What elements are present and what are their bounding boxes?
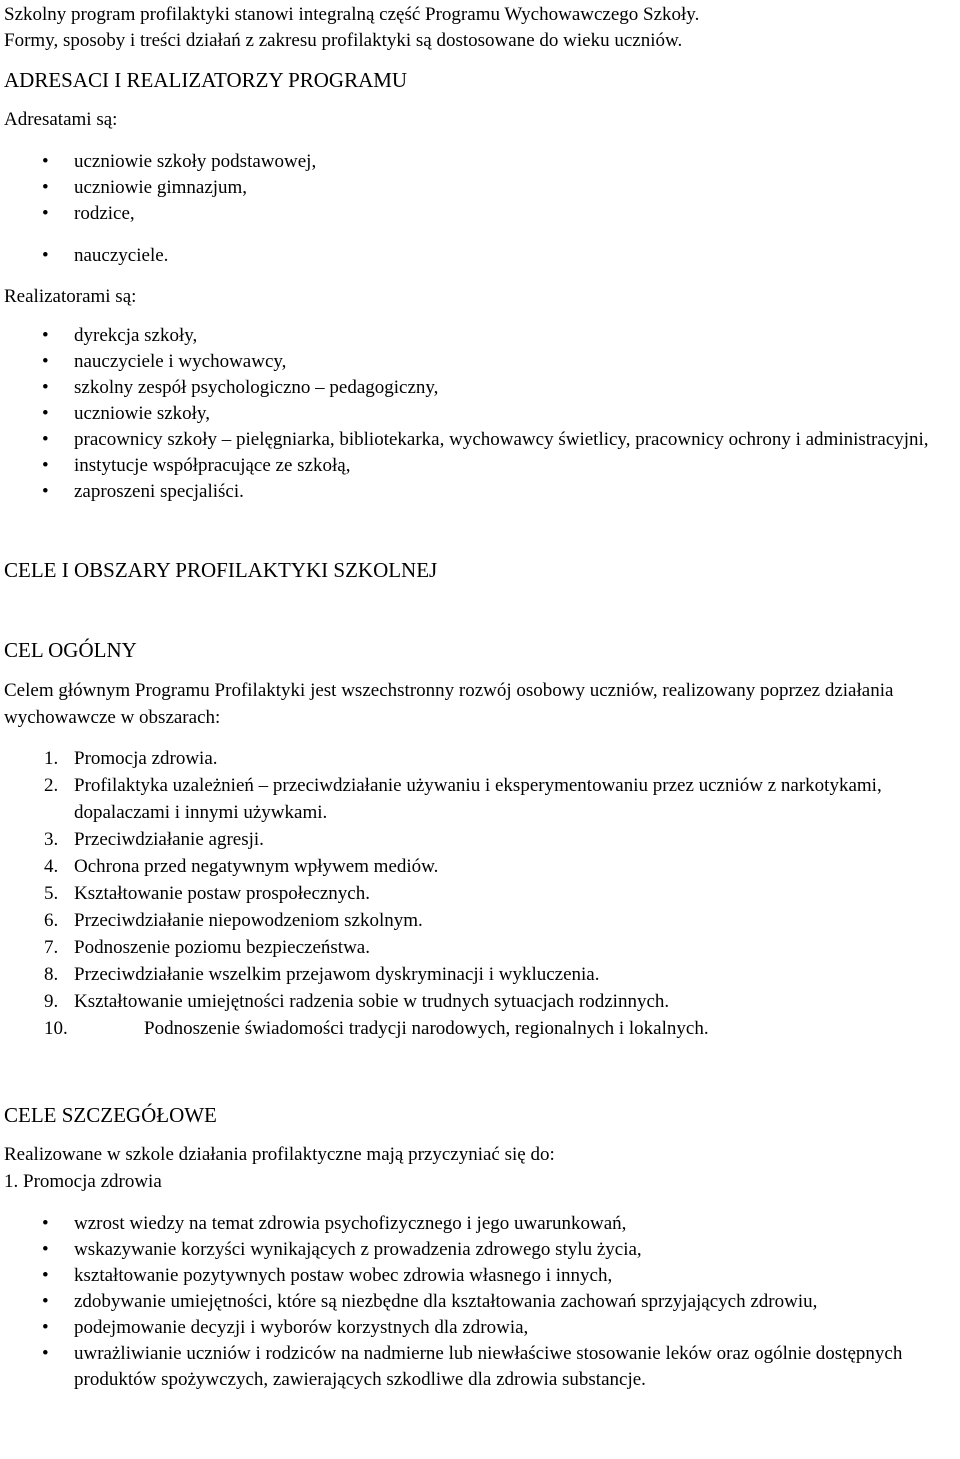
list-item: • uczniowie szkoły, <box>0 401 955 427</box>
list-item: • kształtowanie pozytywnych postaw wobec zdrowia własnego i innych, <box>0 1263 955 1289</box>
list-item: • uczniowie szkoły podstawowej, <box>0 149 955 175</box>
bullet-icon: • <box>42 151 49 172</box>
list-item: • instytucje współpracujące ze szkołą, <box>0 453 955 479</box>
health-promotion-list <box>0 1211 955 1393</box>
bullet-icon: • <box>42 1239 49 1260</box>
list-item: 3. Przeciwdziałanie agresji. <box>44 829 264 850</box>
section-heading-recipients: ADRESACI I REALIZATORZY PROGRAMU <box>4 68 408 92</box>
list-item: 4. Ochrona przed negatywnym wpływem mediów. <box>44 856 439 877</box>
specific-goals-subheading: 1. Promocja zdrowia <box>4 1171 162 1192</box>
intro-line-2: Formy, sposoby i treści działań z zakresu profilaktyki są dostosowane do wieku uczniów. <box>4 30 683 51</box>
list-item: • nauczyciele i wychowawcy, <box>0 349 955 375</box>
list-item: • zaproszeni specjaliści. <box>0 479 955 505</box>
goal-areas-list <box>0 745 955 1042</box>
bullet-icon: • <box>42 1291 49 1312</box>
intro-paragraph <box>4 2 954 54</box>
bullet-icon: • <box>42 481 49 502</box>
specific-goals-intro: Realizowane w szkole działania profilaktyczne mają przyczyniać się do: <box>4 1144 555 1165</box>
bullet-icon: • <box>42 1213 49 1234</box>
list-item: 9. Kształtowanie umiejętności radzenia sobie w trudnych sytuacjach rodzinnych. <box>44 991 670 1012</box>
list-item: • dyrekcja szkoły, <box>0 323 955 349</box>
general-goal-heading: CEL OGÓLNY <box>4 638 137 662</box>
list-item: • wzrost wiedzy na temat zdrowia psychofizycznego i jego uwarunkowań, <box>0 1211 955 1237</box>
specific-goals-heading: CELE SZCZEGÓŁOWE <box>4 1103 217 1127</box>
list-item: • szkolny zespół psychologiczno – pedagogiczny, <box>0 375 955 401</box>
bullet-icon: • <box>42 1343 49 1364</box>
list-item: 2. Profilaktyka uzależnień – przeciwdziałanie używaniu i eksperymentowaniu przez uczniów z narkotykami, dopalaczami i innymi używkami. <box>44 775 882 823</box>
bullet-icon: • <box>42 455 49 476</box>
list-item: • rodzice, <box>0 201 955 227</box>
list-item: • pracownicy szkoły – pielęgniarka, bibliotekarka, wychowawcy świetlicy, pracownicy ochrony i administracyjni, <box>0 427 955 453</box>
bullet-icon: • <box>42 1265 49 1286</box>
recipients-list-continued <box>0 243 955 269</box>
bullet-icon: • <box>42 429 49 450</box>
bullet-icon: • <box>42 245 49 266</box>
bullet-icon: • <box>42 377 49 398</box>
list-item: 6. Przeciwdziałanie niepowodzeniom szkolnym. <box>44 910 423 931</box>
bullet-icon: • <box>42 403 49 424</box>
bullet-icon: • <box>42 177 49 198</box>
list-item: 1. Promocja zdrowia. <box>44 748 218 769</box>
list-item: • nauczyciele. <box>0 243 955 269</box>
list-item: • uwrażliwianie uczniów i rodziców na nadmierne lub niewłaściwe stosowanie leków oraz ogólnie dostępnych produktów spożywczych, zawierających szkodliwe dla zdrowia substancje. <box>42 1343 903 1390</box>
list-item: 7. Podnoszenie poziomu bezpieczeństwa. <box>44 937 370 958</box>
recipients-label: Adresatami są: <box>4 109 118 130</box>
implementers-label: Realizatorami są: <box>4 286 137 307</box>
list-item: 8. Przeciwdziałanie wszelkim przejawom dyskryminacji i wykluczenia. <box>44 964 600 985</box>
bullet-icon: • <box>42 351 49 372</box>
bullet-icon: • <box>42 325 49 346</box>
list-item: • uczniowie gimnazjum, <box>0 175 955 201</box>
list-item: • wskazywanie korzyści wynikających z prowadzenia zdrowego stylu życia, <box>0 1237 955 1263</box>
list-item: • podejmowanie decyzji i wyborów korzystnych dla zdrowia, <box>0 1315 955 1341</box>
intro-line-1: Szkolny program profilaktyki stanowi integralną część Programu Wychowawczego Szkoły. <box>4 4 700 25</box>
list-item: • zdobywanie umiejętności, które są niezbędne dla kształtowania zachowań sprzyjających zdrowiu, <box>0 1289 955 1315</box>
bullet-icon: • <box>42 1317 49 1338</box>
general-goal-text: Celem głównym Programu Profilaktyki jest wszechstronny rozwój osobowy uczniów, realizowany poprzez działania wychowawcze w obszarach: <box>4 680 894 728</box>
recipients-list <box>0 149 955 227</box>
section-heading-goals: CELE I OBSZARY PROFILAKTYKI SZKOLNEJ <box>4 558 438 582</box>
bullet-icon: • <box>42 203 49 224</box>
implementers-list <box>0 323 955 505</box>
list-item: 10. Podnoszenie świadomości tradycji narodowych, regionalnych i lokalnych. <box>44 1018 709 1039</box>
list-item: 5. Kształtowanie postaw prospołecznych. <box>44 883 370 904</box>
